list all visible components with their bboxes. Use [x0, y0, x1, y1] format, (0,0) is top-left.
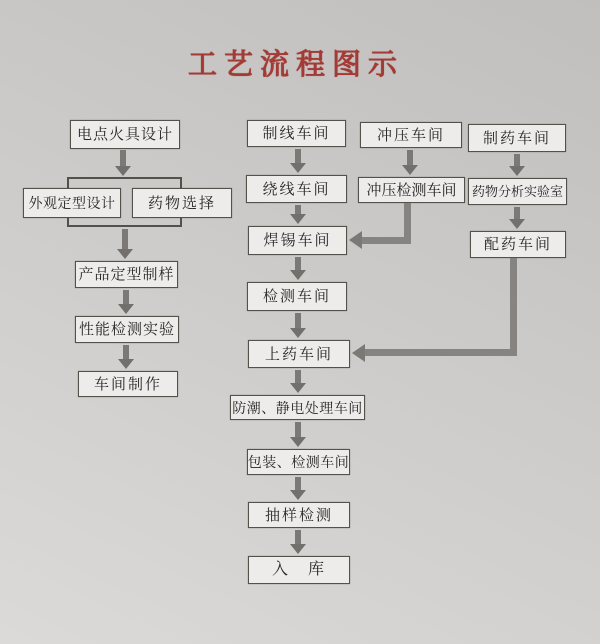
diagram-title: 工艺流程图示 — [187, 49, 404, 81]
arrow-down-icon — [290, 205, 306, 224]
arrow-down-icon — [509, 207, 525, 229]
flow-node-appearance-design: 外观定型设计 — [23, 188, 121, 218]
flow-node-wire-making: 制线车间 — [247, 120, 346, 147]
flow-node-pharma-workshop: 制药车间 — [468, 124, 566, 152]
flow-node-wire-winding: 绕线车间 — [246, 175, 347, 203]
connector-horizontal-segment — [362, 237, 411, 244]
flow-node-performance-testing: 性能检测实验 — [75, 316, 179, 343]
arrow-down-icon — [118, 290, 134, 314]
flow-node-compounding: 配药车间 — [470, 231, 566, 258]
arrow-down-icon — [290, 530, 306, 554]
arrow-down-icon — [290, 313, 306, 338]
flow-node-soldering: 焊锡车间 — [248, 226, 347, 255]
arrow-down-icon — [290, 477, 306, 500]
flow-node-warehousing: 入 库 — [248, 556, 350, 584]
arrow-down-icon — [402, 150, 418, 175]
connector-horizontal-segment — [365, 349, 517, 356]
arrow-down-icon — [115, 150, 131, 176]
flow-node-charge-loading: 上药车间 — [248, 340, 350, 368]
arrow-down-icon — [290, 257, 306, 280]
flow-node-workshop-production: 车间制作 — [78, 371, 178, 397]
arrow-down-icon — [290, 370, 306, 393]
arrow-down-icon — [290, 422, 306, 447]
arrow-left-icon — [352, 344, 365, 362]
flow-node-analysis-lab: 药物分析实验室 — [468, 178, 567, 205]
flow-node-stamping-inspection: 冲压检测车间 — [358, 177, 465, 203]
connector-vertical-segment — [510, 258, 517, 356]
flow-node-charge-selection: 药物选择 — [132, 188, 232, 218]
arrow-down-icon — [118, 345, 134, 369]
arrow-down-icon — [117, 229, 133, 259]
flow-node-product-prototyping: 产品定型制样 — [75, 261, 178, 288]
arrow-down-icon — [290, 149, 306, 173]
arrow-down-icon — [509, 154, 525, 176]
flow-node-igniter-design: 电点火具设计 — [70, 120, 180, 149]
flow-node-moisture-antistatic: 防潮、静电处理车间 — [230, 395, 365, 420]
flow-node-inspection: 检测车间 — [247, 282, 347, 311]
arrow-left-icon — [349, 231, 362, 249]
flow-node-packing-inspection: 包装、检测车间 — [247, 449, 350, 475]
flow-node-stamping: 冲压车间 — [360, 122, 462, 148]
flow-node-sampling-test: 抽样检测 — [248, 502, 350, 528]
